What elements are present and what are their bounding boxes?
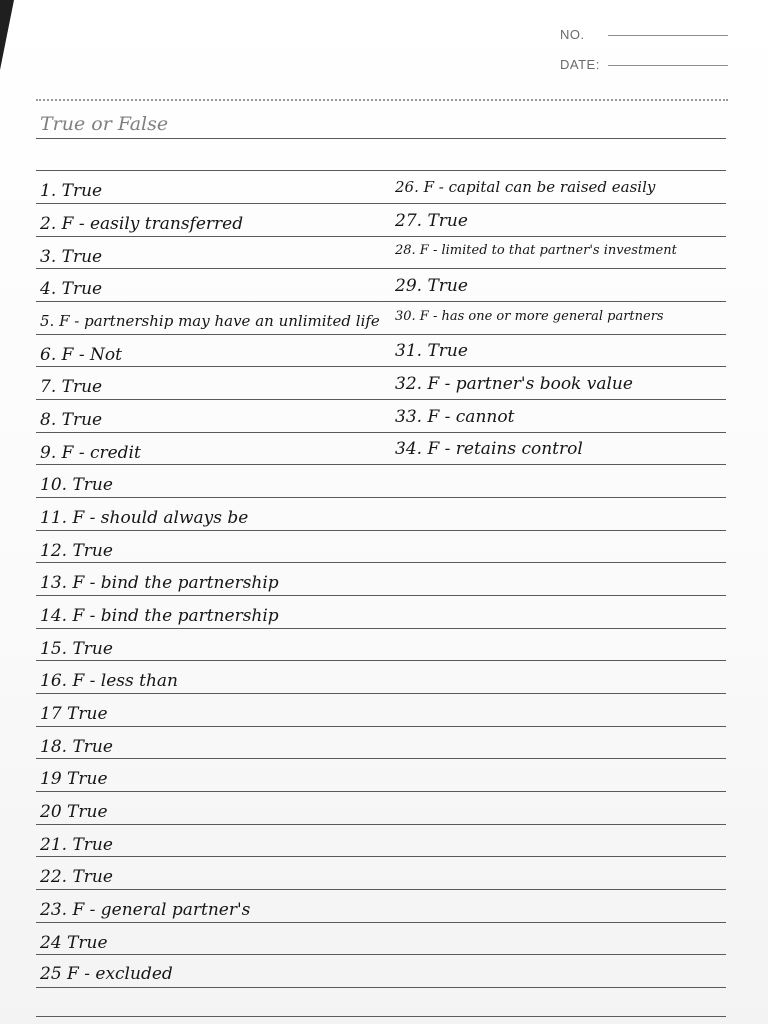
ruled-line: [36, 758, 726, 759]
answer-item: 4. True: [40, 279, 103, 299]
ruled-line: [36, 497, 726, 498]
no-label: NO.: [560, 27, 585, 42]
answer-item: 16. F - less than: [40, 671, 179, 691]
answer-item: 25 F - excluded: [40, 964, 173, 984]
page-title: True or False: [40, 113, 169, 135]
ruled-line: [36, 366, 726, 367]
page-corner-shadow: [0, 0, 14, 70]
answer-item: 26. F - capital can be raised easily: [395, 178, 656, 196]
answer-item: 20 True: [40, 802, 108, 822]
ruled-line: [36, 530, 726, 531]
ruled-line: [36, 856, 726, 857]
ruled-line: [36, 922, 726, 923]
answer-item: 12. True: [40, 541, 113, 561]
answer-item: 5. F - partnership may have an unlimited life: [40, 312, 380, 330]
answer-item: 30. F - has one or more general partners: [395, 309, 664, 324]
ruled-line: [36, 889, 726, 890]
answer-item: 34. F - retains control: [395, 439, 583, 459]
ruled-line: [36, 595, 726, 596]
answer-item: 10. True: [40, 475, 113, 495]
ruled-line: [36, 464, 726, 465]
answer-item: 31. True: [395, 341, 468, 361]
answer-item: 9. F - credit: [40, 443, 141, 463]
ruled-line: [36, 301, 726, 302]
answer-item: 6. F - Not: [40, 345, 122, 365]
answer-item: 27. True: [395, 211, 468, 231]
header-dotted-rule: [36, 99, 728, 101]
ruled-line: [36, 1016, 726, 1017]
ruled-line: [36, 628, 726, 629]
answer-item: 14. F - bind the partnership: [40, 606, 279, 626]
no-field: [560, 27, 585, 42]
answer-item: 8. True: [40, 410, 103, 430]
date-line: [608, 65, 728, 66]
answer-item: 1. True: [40, 181, 103, 201]
answer-item: 33. F - cannot: [395, 407, 515, 427]
answer-item: 21. True: [40, 835, 113, 855]
answer-item: 13. F - bind the partnership: [40, 573, 279, 593]
no-line: [608, 35, 728, 36]
ruled-line: [36, 138, 726, 139]
ruled-line: [36, 399, 726, 400]
ruled-line: [36, 954, 726, 955]
answer-item: 22. True: [40, 867, 113, 887]
ruled-line: [36, 824, 726, 825]
answer-item: 15. True: [40, 639, 113, 659]
answer-item: 11. F - should always be: [40, 508, 249, 528]
ruled-line: [36, 726, 726, 727]
answer-item: 18. True: [40, 737, 113, 757]
ruled-line: [36, 987, 726, 988]
date-label: DATE:: [560, 57, 600, 72]
date-field: [560, 57, 600, 72]
ruled-line: [36, 791, 726, 792]
ruled-line: [36, 693, 726, 694]
answer-item: 3. True: [40, 247, 103, 267]
ruled-line: [36, 268, 726, 269]
answer-item: 17 True: [40, 704, 108, 724]
answer-item: 2. F - easily transferred: [40, 214, 244, 234]
ruled-line: [36, 432, 726, 433]
ruled-line: [36, 562, 726, 563]
answer-item: 29. True: [395, 276, 468, 296]
ruled-line: [36, 236, 726, 237]
answer-item: 32. F - partner's book value: [395, 374, 633, 394]
ruled-line: [36, 170, 726, 171]
answer-item: 19 True: [40, 769, 108, 789]
answer-item: 23. F - general partner's: [40, 900, 251, 920]
ruled-line: [36, 334, 726, 335]
answer-item: 24 True: [40, 933, 108, 953]
answer-item: 7. True: [40, 377, 103, 397]
ruled-line: [36, 660, 726, 661]
answer-item: 28. F - limited to that partner's investment: [395, 243, 677, 258]
ruled-line: [36, 203, 726, 204]
